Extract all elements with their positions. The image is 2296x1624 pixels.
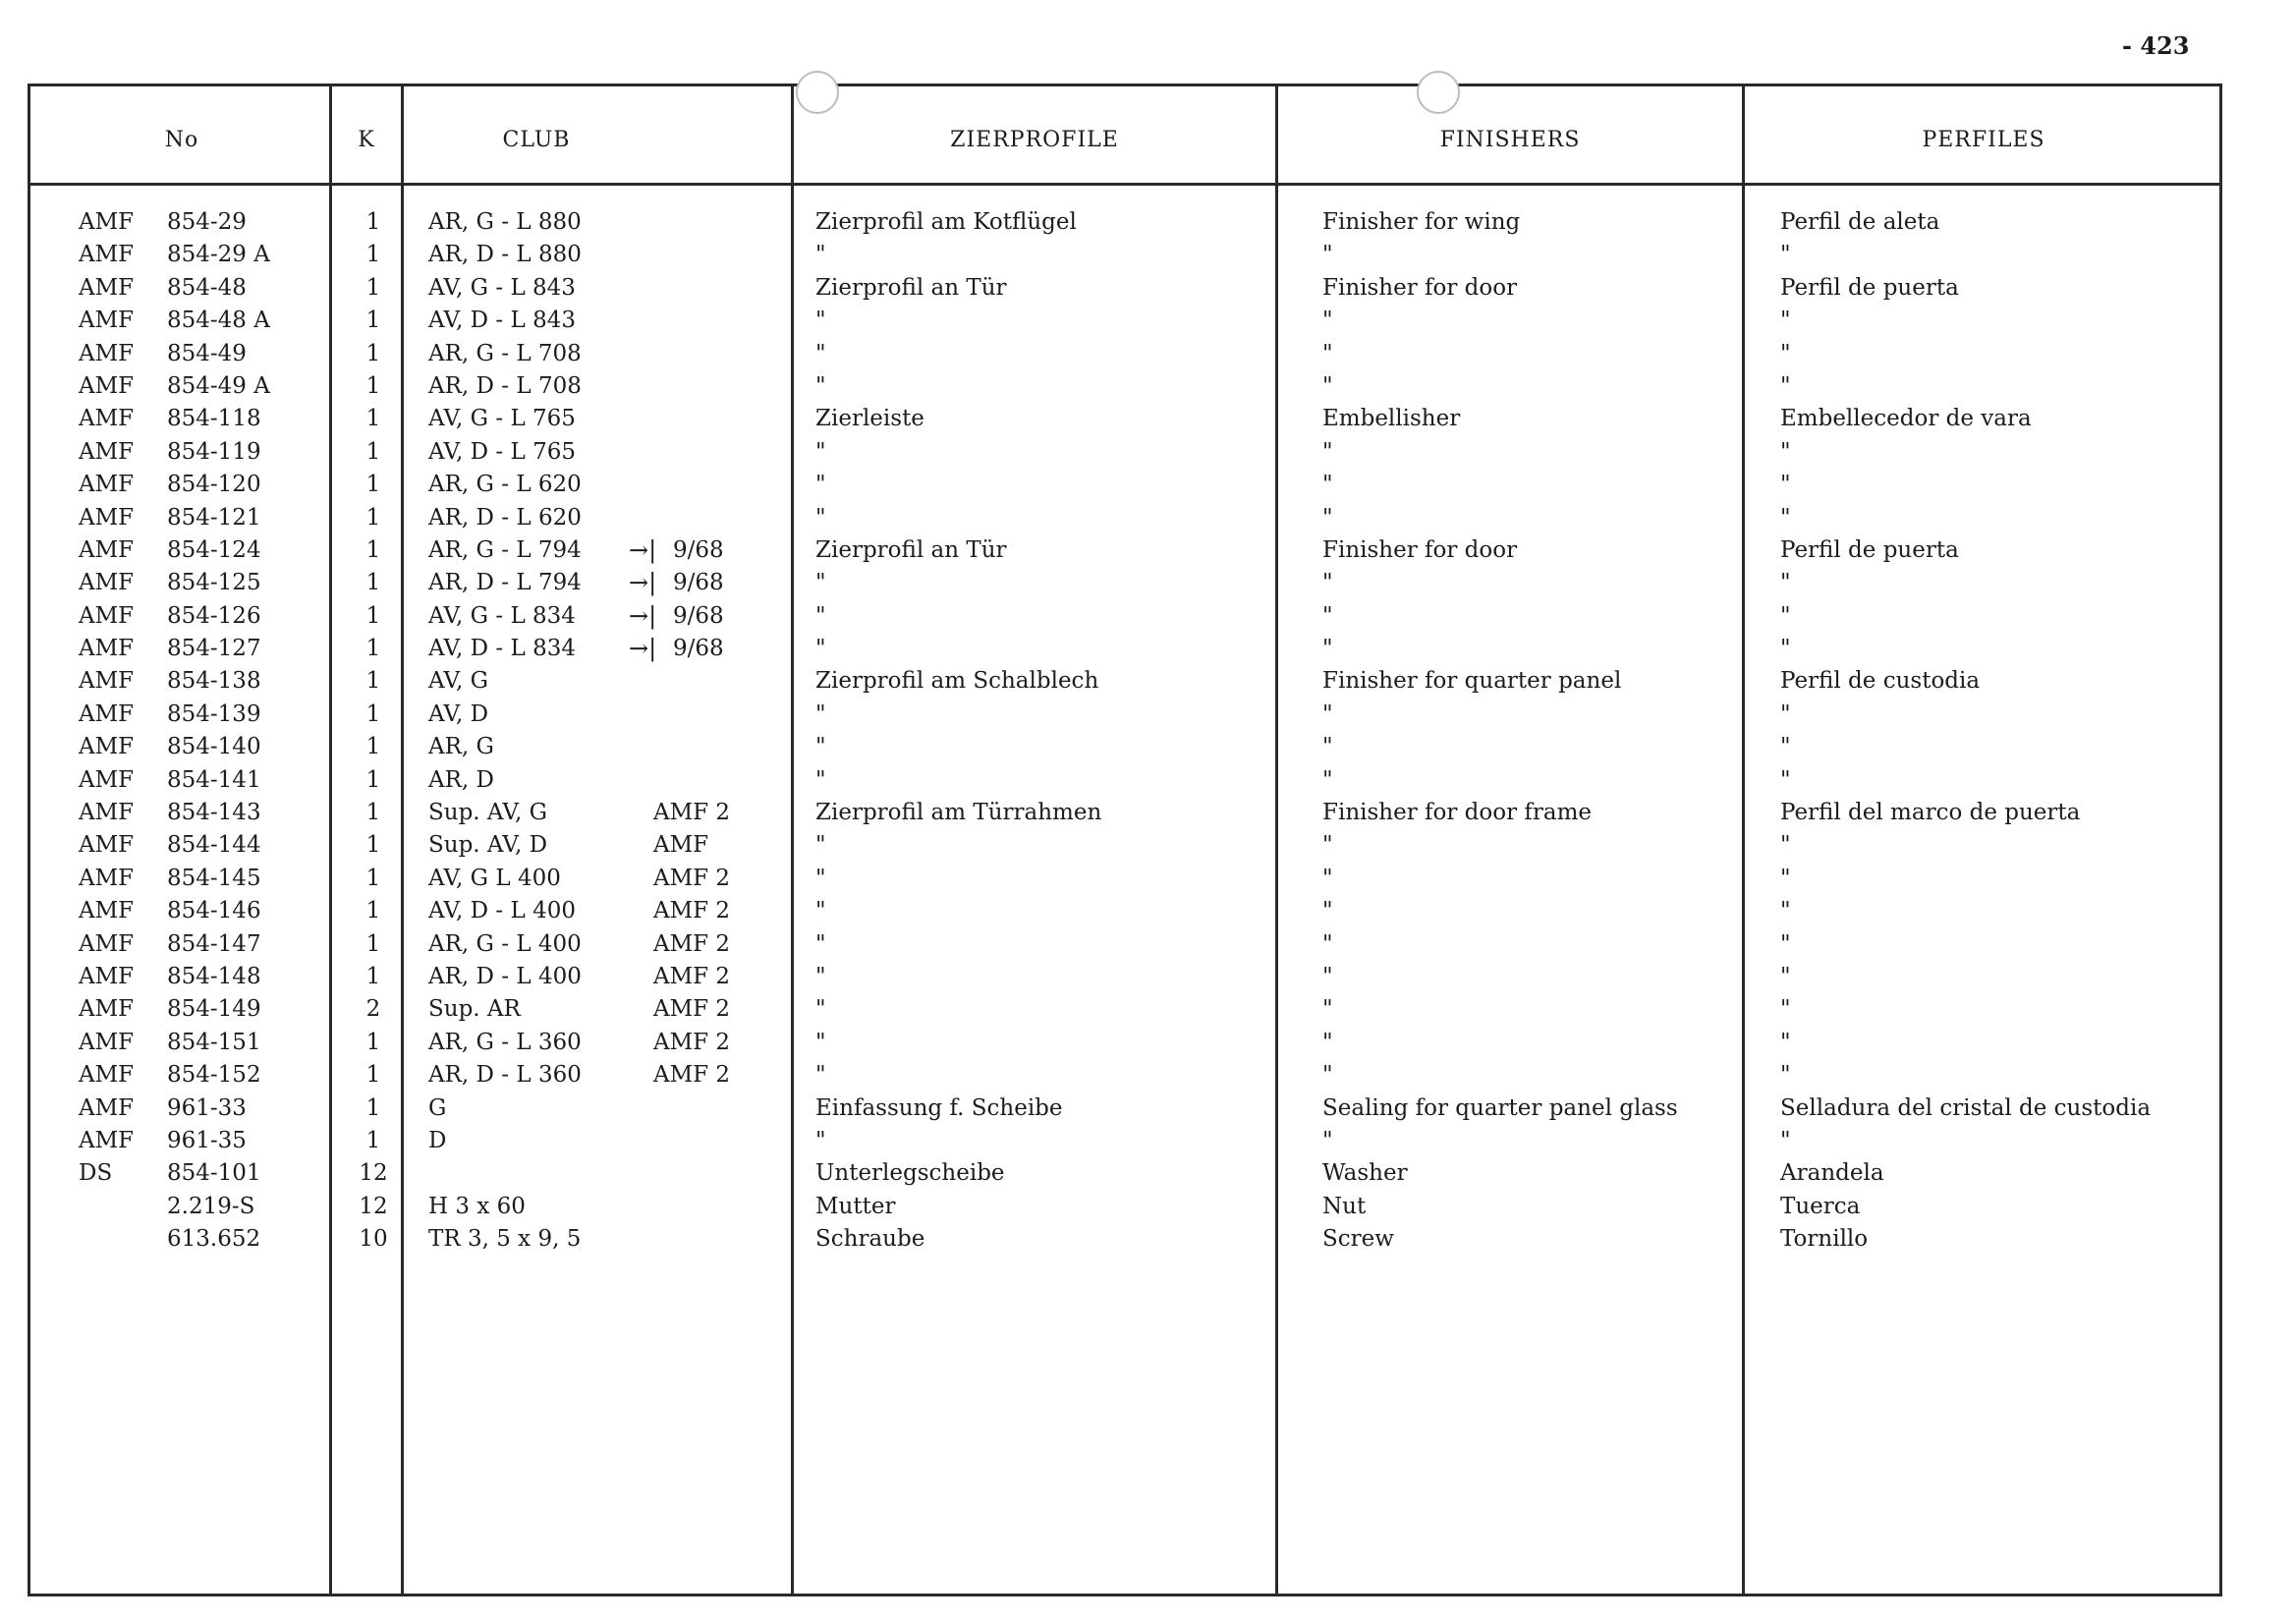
part-prefix: AMF xyxy=(79,472,135,498)
description-en: " xyxy=(1322,1029,1333,1055)
part-number: 854-144 xyxy=(167,832,261,859)
description-de: Mutter xyxy=(815,1193,896,1219)
table-row xyxy=(0,436,2296,469)
description-es: " xyxy=(1780,700,1791,727)
part-prefix: AMF xyxy=(79,1127,135,1153)
club-spec: AR, G - L 620 xyxy=(428,472,582,498)
part-prefix: AMF xyxy=(79,242,135,268)
part-number: 854-125 xyxy=(167,570,261,596)
description-es: " xyxy=(1780,1127,1791,1153)
description-de: " xyxy=(815,898,826,924)
table-row xyxy=(0,502,2296,534)
description-en: " xyxy=(1322,1062,1333,1089)
part-number: 854-145 xyxy=(167,865,261,891)
quantity: 1 xyxy=(365,602,381,629)
arrow-icon: →| xyxy=(629,635,657,663)
description-es: " xyxy=(1780,308,1791,334)
table-row xyxy=(0,928,2296,961)
description-es: " xyxy=(1780,242,1791,268)
description-es: Tornillo xyxy=(1780,1226,1869,1253)
club-spec: AV, G - L 843 xyxy=(428,274,576,301)
table-row xyxy=(0,1059,2296,1092)
part-number: 854-143 xyxy=(167,800,261,826)
arrow-icon: →| xyxy=(629,535,657,564)
part-number: 854-148 xyxy=(167,963,261,989)
part-prefix: AMF xyxy=(79,766,135,793)
club-spec: AV, G - L 765 xyxy=(428,406,576,432)
part-number: 854-147 xyxy=(167,930,261,957)
valid-until-date: 9/68 xyxy=(673,636,724,662)
description-de: " xyxy=(815,242,826,268)
quantity: 1 xyxy=(365,930,381,957)
description-es: " xyxy=(1780,602,1791,629)
quantity: 1 xyxy=(365,1062,381,1089)
part-prefix: AMF xyxy=(79,274,135,301)
part-prefix: AMF xyxy=(79,308,135,334)
part-prefix: AMF xyxy=(79,832,135,859)
club-spec: AR, G - L 880 xyxy=(428,209,582,235)
description-es: " xyxy=(1780,930,1791,957)
club-spec: AR, D - L 400 xyxy=(428,963,582,989)
table-row xyxy=(0,403,2296,435)
club-spec: G xyxy=(428,1094,447,1121)
description-de: " xyxy=(815,1127,826,1153)
description-de: Einfassung f. Scheibe xyxy=(815,1094,1063,1121)
description-de: " xyxy=(815,734,826,760)
table-row xyxy=(0,1092,2296,1125)
quantity: 1 xyxy=(365,1094,381,1121)
description-en: Washer xyxy=(1322,1160,1408,1187)
part-number: 854-118 xyxy=(167,406,261,432)
table-row xyxy=(0,961,2296,993)
quantity: 1 xyxy=(365,406,381,432)
description-es: " xyxy=(1780,832,1791,859)
table-row xyxy=(0,764,2296,797)
part-prefix: AMF xyxy=(79,700,135,727)
club-spec: AV, G L 400 xyxy=(428,865,561,891)
description-de: " xyxy=(815,472,826,498)
description-es: " xyxy=(1780,340,1791,366)
description-es: " xyxy=(1780,438,1791,465)
description-de: " xyxy=(815,700,826,727)
description-en: Finisher for wing xyxy=(1322,209,1521,235)
description-de: " xyxy=(815,504,826,531)
quantity: 1 xyxy=(365,570,381,596)
part-number: 854-29 xyxy=(167,209,247,235)
description-de: " xyxy=(815,766,826,793)
description-de: " xyxy=(815,636,826,662)
quantity: 1 xyxy=(365,832,381,859)
description-en: " xyxy=(1322,372,1333,399)
part-prefix: AMF xyxy=(79,865,135,891)
quantity: 1 xyxy=(365,766,381,793)
description-en: " xyxy=(1322,636,1333,662)
quantity: 12 xyxy=(359,1160,388,1187)
parts-list xyxy=(0,206,2296,1257)
description-de: " xyxy=(815,930,826,957)
table-row xyxy=(0,600,2296,633)
description-de: Zierprofil am Schalblech xyxy=(815,668,1099,695)
description-en: " xyxy=(1322,832,1333,859)
part-prefix: AMF xyxy=(79,209,135,235)
club-spec: AV, G - L 834 xyxy=(428,602,576,629)
header-en: FINISHERS xyxy=(1439,128,1581,152)
part-number: 2.219-S xyxy=(167,1193,255,1219)
description-de: " xyxy=(815,340,826,366)
description-en: " xyxy=(1322,504,1333,531)
description-es: " xyxy=(1780,504,1791,531)
part-number: 854-120 xyxy=(167,472,261,498)
part-prefix: AMF xyxy=(79,636,135,662)
table-row xyxy=(0,665,2296,698)
part-number: 854-141 xyxy=(167,766,261,793)
description-de: " xyxy=(815,1029,826,1055)
description-de: " xyxy=(815,865,826,891)
description-en: Screw xyxy=(1322,1226,1394,1253)
table-row xyxy=(0,1157,2296,1190)
description-es: Perfil de aleta xyxy=(1780,209,1940,235)
description-es: Tuerca xyxy=(1780,1193,1861,1219)
table-row xyxy=(0,731,2296,763)
description-es: Arandela xyxy=(1780,1160,1884,1187)
quantity: 1 xyxy=(365,963,381,989)
table-row xyxy=(0,1027,2296,1059)
quantity: 1 xyxy=(365,1029,381,1055)
description-de: Zierleiste xyxy=(815,406,924,432)
club-spec: AV, D - L 834 xyxy=(428,636,576,662)
part-number: 854-48 A xyxy=(167,308,270,334)
table-row xyxy=(0,338,2296,370)
part-number: 854-101 xyxy=(167,1160,261,1187)
extra-code: AMF 2 xyxy=(653,1062,731,1089)
table-row xyxy=(0,863,2296,895)
part-number: 854-126 xyxy=(167,602,261,629)
quantity: 1 xyxy=(365,438,381,465)
description-es: " xyxy=(1780,1062,1791,1089)
club-spec: AR, G - L 360 xyxy=(428,1029,582,1055)
description-de: " xyxy=(815,372,826,399)
part-number: 961-33 xyxy=(167,1094,247,1121)
description-es: " xyxy=(1780,898,1791,924)
part-prefix: AMF xyxy=(79,438,135,465)
description-es: " xyxy=(1780,472,1791,498)
club-spec: AR, D - L 880 xyxy=(428,242,582,268)
quantity: 1 xyxy=(365,209,381,235)
description-en: " xyxy=(1322,472,1333,498)
table-row xyxy=(0,699,2296,731)
description-es: " xyxy=(1780,996,1791,1023)
table-row xyxy=(0,829,2296,862)
part-prefix: AMF xyxy=(79,570,135,596)
club-spec: AR, D xyxy=(428,766,494,793)
part-prefix: AMF xyxy=(79,504,135,531)
description-en: " xyxy=(1322,930,1333,957)
extra-code: AMF 2 xyxy=(653,865,731,891)
club-spec: AR, D - L 620 xyxy=(428,504,582,531)
part-number: 854-139 xyxy=(167,700,261,727)
table-row xyxy=(0,239,2296,271)
part-number: 854-146 xyxy=(167,898,261,924)
table-row xyxy=(0,469,2296,501)
quantity: 1 xyxy=(365,636,381,662)
header-de: ZIERPROFILE xyxy=(950,128,1119,152)
part-number: 613.652 xyxy=(167,1226,261,1253)
description-en: Finisher for quarter panel xyxy=(1322,668,1622,695)
valid-until-date: 9/68 xyxy=(673,536,724,563)
part-prefix: AMF xyxy=(79,898,135,924)
quantity: 1 xyxy=(365,504,381,531)
description-en: Embellisher xyxy=(1322,406,1461,432)
arrow-icon: →| xyxy=(629,569,657,597)
description-en: Nut xyxy=(1322,1193,1367,1219)
description-en: Sealing for quarter panel glass xyxy=(1322,1094,1678,1121)
description-es: " xyxy=(1780,963,1791,989)
quantity: 2 xyxy=(365,996,381,1023)
header-k: K xyxy=(358,128,375,152)
part-number: 854-127 xyxy=(167,636,261,662)
description-es: " xyxy=(1780,865,1791,891)
table-row xyxy=(0,534,2296,567)
part-prefix: AMF xyxy=(79,1062,135,1089)
part-prefix: AMF xyxy=(79,372,135,399)
club-spec: AR, G - L 708 xyxy=(428,340,582,366)
description-en: " xyxy=(1322,963,1333,989)
description-es: " xyxy=(1780,1029,1791,1055)
quantity: 1 xyxy=(365,472,381,498)
description-en: " xyxy=(1322,602,1333,629)
quantity: 1 xyxy=(365,898,381,924)
description-es: " xyxy=(1780,766,1791,793)
table-row xyxy=(0,633,2296,665)
description-de: Unterlegscheibe xyxy=(815,1160,1005,1187)
table-row xyxy=(0,567,2296,599)
page-number: - 423 xyxy=(2122,31,2190,60)
description-es: Embellecedor de vara xyxy=(1780,406,2032,432)
quantity: 1 xyxy=(365,668,381,695)
description-es: " xyxy=(1780,734,1791,760)
description-de: Zierprofil an Tür xyxy=(815,274,1007,301)
part-number: 854-140 xyxy=(167,734,261,760)
table-row xyxy=(0,370,2296,403)
description-en: " xyxy=(1322,570,1333,596)
punch-hole-right xyxy=(1417,71,1460,114)
table-row xyxy=(0,305,2296,337)
description-en: " xyxy=(1322,340,1333,366)
header-club: CLUB xyxy=(502,128,571,152)
description-de: " xyxy=(815,308,826,334)
quantity: 1 xyxy=(365,340,381,366)
quantity: 10 xyxy=(359,1226,388,1253)
punch-hole-left xyxy=(796,71,839,114)
valid-until-date: 9/68 xyxy=(673,570,724,596)
description-en: " xyxy=(1322,766,1333,793)
part-prefix: AMF xyxy=(79,734,135,760)
description-es: " xyxy=(1780,372,1791,399)
club-spec: AR, D - L 708 xyxy=(428,372,582,399)
quantity: 1 xyxy=(365,1127,381,1153)
extra-code: AMF 2 xyxy=(653,996,731,1023)
description-en: " xyxy=(1322,734,1333,760)
quantity: 1 xyxy=(365,734,381,760)
description-en: " xyxy=(1322,1127,1333,1153)
part-prefix: AMF xyxy=(79,1094,135,1121)
club-spec: AV, G xyxy=(428,668,489,695)
description-de: " xyxy=(815,602,826,629)
description-en: " xyxy=(1322,865,1333,891)
part-prefix: DS xyxy=(79,1160,113,1187)
club-spec: Sup. AR xyxy=(428,996,521,1023)
quantity: 12 xyxy=(359,1193,388,1219)
arrow-icon: →| xyxy=(629,601,657,630)
part-prefix: AMF xyxy=(79,930,135,957)
extra-code: AMF 2 xyxy=(653,1029,731,1055)
extra-code: AMF 2 xyxy=(653,800,731,826)
extra-code: AMF xyxy=(653,832,709,859)
description-de: " xyxy=(815,438,826,465)
description-de: " xyxy=(815,963,826,989)
quantity: 1 xyxy=(365,536,381,563)
quantity: 1 xyxy=(365,800,381,826)
description-es: Perfil de puerta xyxy=(1780,274,1959,301)
part-number: 854-49 A xyxy=(167,372,270,399)
club-spec: AR, G - L 400 xyxy=(428,930,582,957)
description-es: Perfil del marco de puerta xyxy=(1780,800,2081,826)
part-prefix: AMF xyxy=(79,406,135,432)
part-prefix: AMF xyxy=(79,668,135,695)
description-es: Selladura del cristal de custodia xyxy=(1780,1094,2152,1121)
header-es: PERFILES xyxy=(1922,128,2045,152)
description-es: Perfil de custodia xyxy=(1780,668,1981,695)
extra-code: AMF 2 xyxy=(653,963,731,989)
quantity: 1 xyxy=(365,274,381,301)
table-row xyxy=(0,895,2296,927)
club-spec: AV, D - L 843 xyxy=(428,308,576,334)
part-prefix: AMF xyxy=(79,1029,135,1055)
club-spec: AV, D - L 765 xyxy=(428,438,576,465)
description-de: " xyxy=(815,570,826,596)
club-spec: AV, D xyxy=(428,700,489,727)
description-de: Zierprofil am Kotflügel xyxy=(815,209,1077,235)
description-es: " xyxy=(1780,570,1791,596)
quantity: 1 xyxy=(365,372,381,399)
club-spec: H 3 x 60 xyxy=(428,1193,526,1219)
part-number: 961-35 xyxy=(167,1127,247,1153)
part-prefix: AMF xyxy=(79,340,135,366)
description-en: " xyxy=(1322,996,1333,1023)
part-prefix: AMF xyxy=(79,602,135,629)
header-divider xyxy=(28,183,2222,186)
club-spec: Sup. AV, D xyxy=(428,832,548,859)
table-row xyxy=(0,272,2296,305)
description-es: Perfil de puerta xyxy=(1780,536,1959,563)
table-row xyxy=(0,1191,2296,1223)
table-row xyxy=(0,1223,2296,1256)
quantity: 1 xyxy=(365,308,381,334)
description-es: " xyxy=(1780,636,1791,662)
club-spec: Sup. AV, G xyxy=(428,800,547,826)
extra-code: AMF 2 xyxy=(653,930,731,957)
club-spec: AR, D - L 360 xyxy=(428,1062,582,1089)
quantity: 1 xyxy=(365,700,381,727)
club-spec: AR, G xyxy=(428,734,494,760)
part-number: 854-149 xyxy=(167,996,261,1023)
part-number: 854-152 xyxy=(167,1062,261,1089)
header-no: No xyxy=(164,128,199,152)
table-row xyxy=(0,993,2296,1026)
club-spec: AR, G - L 794 xyxy=(428,536,582,563)
club-spec: AR, D - L 794 xyxy=(428,570,582,596)
description-en: " xyxy=(1322,700,1333,727)
description-en: " xyxy=(1322,438,1333,465)
club-spec: D xyxy=(428,1127,447,1153)
part-number: 854-48 xyxy=(167,274,247,301)
part-number: 854-138 xyxy=(167,668,261,695)
valid-until-date: 9/68 xyxy=(673,602,724,629)
description-en: " xyxy=(1322,898,1333,924)
part-prefix: AMF xyxy=(79,536,135,563)
part-prefix: AMF xyxy=(79,800,135,826)
description-de: Zierprofil an Tür xyxy=(815,536,1007,563)
description-de: Zierprofil am Türrahmen xyxy=(815,800,1102,826)
description-en: " xyxy=(1322,308,1333,334)
description-de: " xyxy=(815,996,826,1023)
part-number: 854-124 xyxy=(167,536,261,563)
part-number: 854-151 xyxy=(167,1029,261,1055)
quantity: 1 xyxy=(365,865,381,891)
club-spec: AV, D - L 400 xyxy=(428,898,576,924)
part-prefix: AMF xyxy=(79,996,135,1023)
part-number: 854-119 xyxy=(167,438,261,465)
table-row xyxy=(0,797,2296,829)
part-number: 854-49 xyxy=(167,340,247,366)
description-en: Finisher for door frame xyxy=(1322,800,1593,826)
extra-code: AMF 2 xyxy=(653,898,731,924)
part-number: 854-29 A xyxy=(167,242,270,268)
description-en: Finisher for door xyxy=(1322,274,1518,301)
part-number: 854-121 xyxy=(167,504,261,531)
description-de: " xyxy=(815,1062,826,1089)
description-en: " xyxy=(1322,242,1333,268)
quantity: 1 xyxy=(365,242,381,268)
description-en: Finisher for door xyxy=(1322,536,1518,563)
part-prefix: AMF xyxy=(79,963,135,989)
description-de: " xyxy=(815,832,826,859)
table-row xyxy=(0,206,2296,239)
club-spec: TR 3, 5 x 9, 5 xyxy=(428,1226,582,1253)
description-de: Schraube xyxy=(815,1226,925,1253)
table-row xyxy=(0,1125,2296,1157)
